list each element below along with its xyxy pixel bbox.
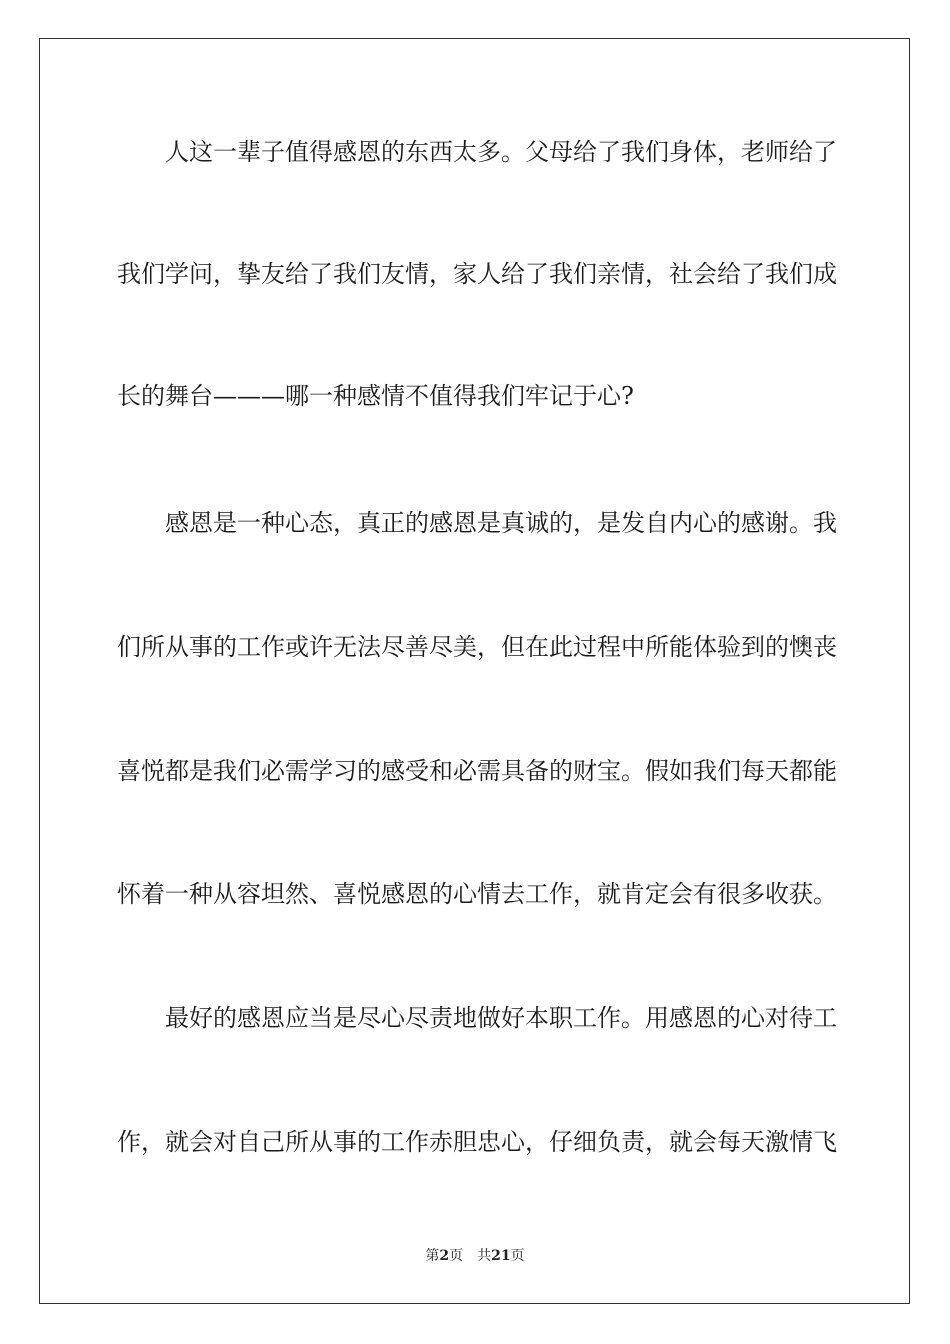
text-line: 们所从事的工作或许无法尽善尽美，但在此过程中所能体验到的懊丧 (117, 633, 837, 661)
page-prefix: 第 (425, 1248, 440, 1264)
page-suffix: 页 (449, 1248, 464, 1264)
page-total: 21 (491, 1248, 511, 1264)
text-line: 喜悦都是我们必需学习的感受和必需具备的财宝。假如我们每天都能 (117, 757, 837, 785)
text-line: 我们学问，挚友给了我们友情，家人给了我们亲情，社会给了我们成 (117, 260, 837, 288)
text-line: 怀着一种从容坦然、喜悦感恩的心情去工作，就肯定会有很多收获。 (117, 880, 837, 908)
text-line: 最好的感恩应当是尽心尽责地做好本职工作。用感恩的心对待工 (117, 1004, 837, 1032)
text-line: 感恩是一种心态，真正的感恩是真诚的，是发自内心的感谢。我 (117, 509, 837, 537)
page-current: 2 (439, 1248, 450, 1264)
total-suffix: 页 (510, 1248, 525, 1264)
text-line: 人这一辈子值得感恩的东西太多。父母给了我们身体，老师给了 (117, 138, 837, 166)
text-line: 作，就会对自己所从事的工作赤胆忠心，仔细负责，就会每天激情飞 (117, 1128, 837, 1156)
total-prefix: 共 (477, 1248, 492, 1264)
text-line: 长的舞台———哪一种感情不值得我们牢记于心? (117, 382, 634, 410)
page-border (39, 38, 910, 1304)
page-footer (0, 1246, 950, 1266)
